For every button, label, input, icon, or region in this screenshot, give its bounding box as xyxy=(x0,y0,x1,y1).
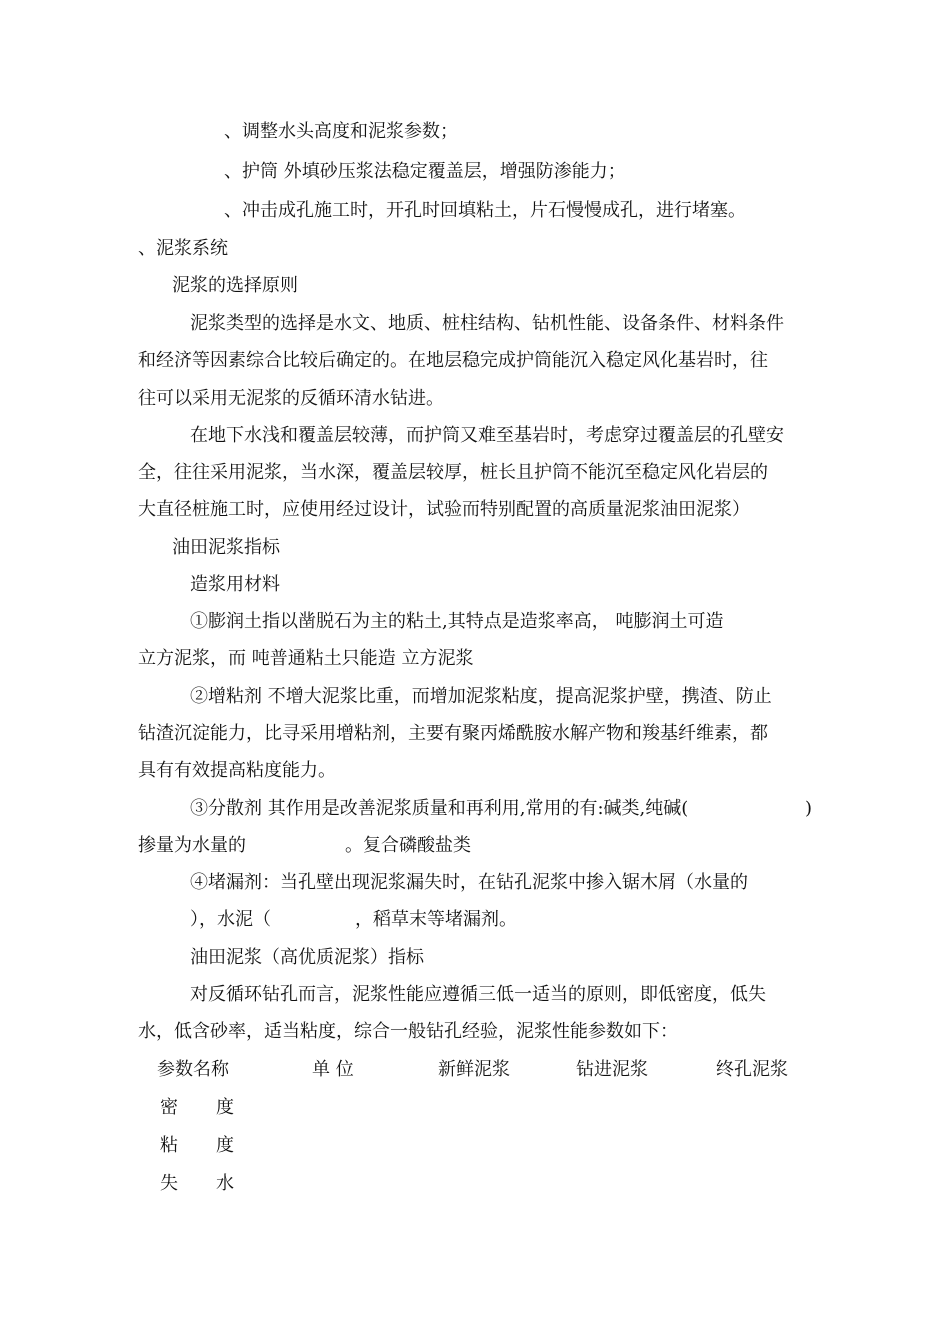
text-line: 在地下水浅和覆盖层较薄，而护筒又难至基岩时，考虑穿过覆盖层的孔壁安 xyxy=(190,425,784,446)
table-header-unit: 单 位 xyxy=(312,1059,354,1080)
text-line: ) xyxy=(805,798,813,819)
text-line: 往可以采用无泥浆的反循环清水钻进。 xyxy=(138,388,444,409)
table-header-drilling: 钻进泥浆 xyxy=(576,1059,648,1080)
table-row-viscosity-a: 粘 xyxy=(160,1135,178,1156)
table-row-viscosity-b: 度 xyxy=(216,1135,234,1156)
text-line: 、调整水头高度和泥浆参数； xyxy=(224,121,458,142)
text-line: 对反循环钻孔而言，泥浆性能应遵循三低一适当的原则，即低密度，低失 xyxy=(190,984,766,1005)
text-line: 泥浆类型的选择是水文、地质、桩柱结构、钻机性能、设备条件、材料条件 xyxy=(190,313,784,334)
table-header-fresh: 新鲜泥浆 xyxy=(438,1059,510,1080)
text-line: ①膨润土指以凿脱石为主的粘土,其特点是造浆率高， 吨膨润土可造 xyxy=(190,611,724,632)
text-line: 和经济等因素综合比较后确定的。在地层稳完成护筒能沉入稳定风化基岩时，往 xyxy=(138,350,768,371)
table-row-waterloss-a: 失 xyxy=(160,1173,178,1194)
table-row-density-b: 度 xyxy=(216,1097,234,1118)
text-line: 、护筒 外填砂压浆法稳定覆盖层，增强防渗能力； xyxy=(224,161,626,182)
section-heading: 、泥浆系统 xyxy=(138,238,228,259)
text-line: 。复合磷酸盐类 xyxy=(345,835,471,856)
subsection-heading: 油田泥浆（高优质泥浆）指标 xyxy=(190,947,424,968)
table-header-final: 终孔泥浆 xyxy=(716,1059,788,1080)
subsection-heading: 油田泥浆指标 xyxy=(172,537,280,558)
text-line: 全，往往采用泥浆，当水深，覆盖层较厚，桩长且护筒不能沉至稳定风化岩层的 xyxy=(138,462,768,483)
text-line: 大直径桩施工时，应使用经过设计，试验而特别配置的高质量泥浆油田泥浆） xyxy=(138,499,750,520)
text-line: ），水泥（ xyxy=(190,909,271,930)
text-line: 钻渣沉淀能力，比寻采用增粘剂，主要有聚丙烯酰胺水解产物和羧基纤维素，都 xyxy=(138,723,768,744)
table-row-waterloss-b: 水 xyxy=(216,1173,234,1194)
text-line: 立方泥浆，而 吨普通粘土只能造 立方泥浆 xyxy=(138,648,474,669)
text-line: 掺量为水量的 xyxy=(138,835,246,856)
text-line: 水，低含砂率，适当粘度，综合一般钻孔经验，泥浆性能参数如下： xyxy=(138,1021,678,1042)
subsection-heading: 泥浆的选择原则 xyxy=(172,275,298,296)
text-line: ④堵漏剂：当孔壁出现泥浆漏失时，在钻孔泥浆中掺入锯木屑（水量的 xyxy=(190,872,748,893)
text-line: ，稻草末等堵漏剂。 xyxy=(355,909,517,930)
text-line: 具有有效提高粘度能力。 xyxy=(138,760,336,781)
text-line: ②增粘剂 不增大泥浆比重，而增加泥浆粘度，提高泥浆护壁，携渣、防止 xyxy=(190,686,772,707)
table-header-param: 参数名称 xyxy=(157,1059,229,1080)
table-row-density-a: 密 xyxy=(160,1097,178,1118)
text-line: ③分散剂 其作用是改善泥浆质量和再利用,常用的有:碱类,纯碱( xyxy=(190,798,689,819)
text-line: 、冲击成孔施工时，开孔时回填粘土，片石慢慢成孔，进行堵塞。 xyxy=(224,200,746,221)
subsection-heading: 造浆用材料 xyxy=(190,574,280,595)
